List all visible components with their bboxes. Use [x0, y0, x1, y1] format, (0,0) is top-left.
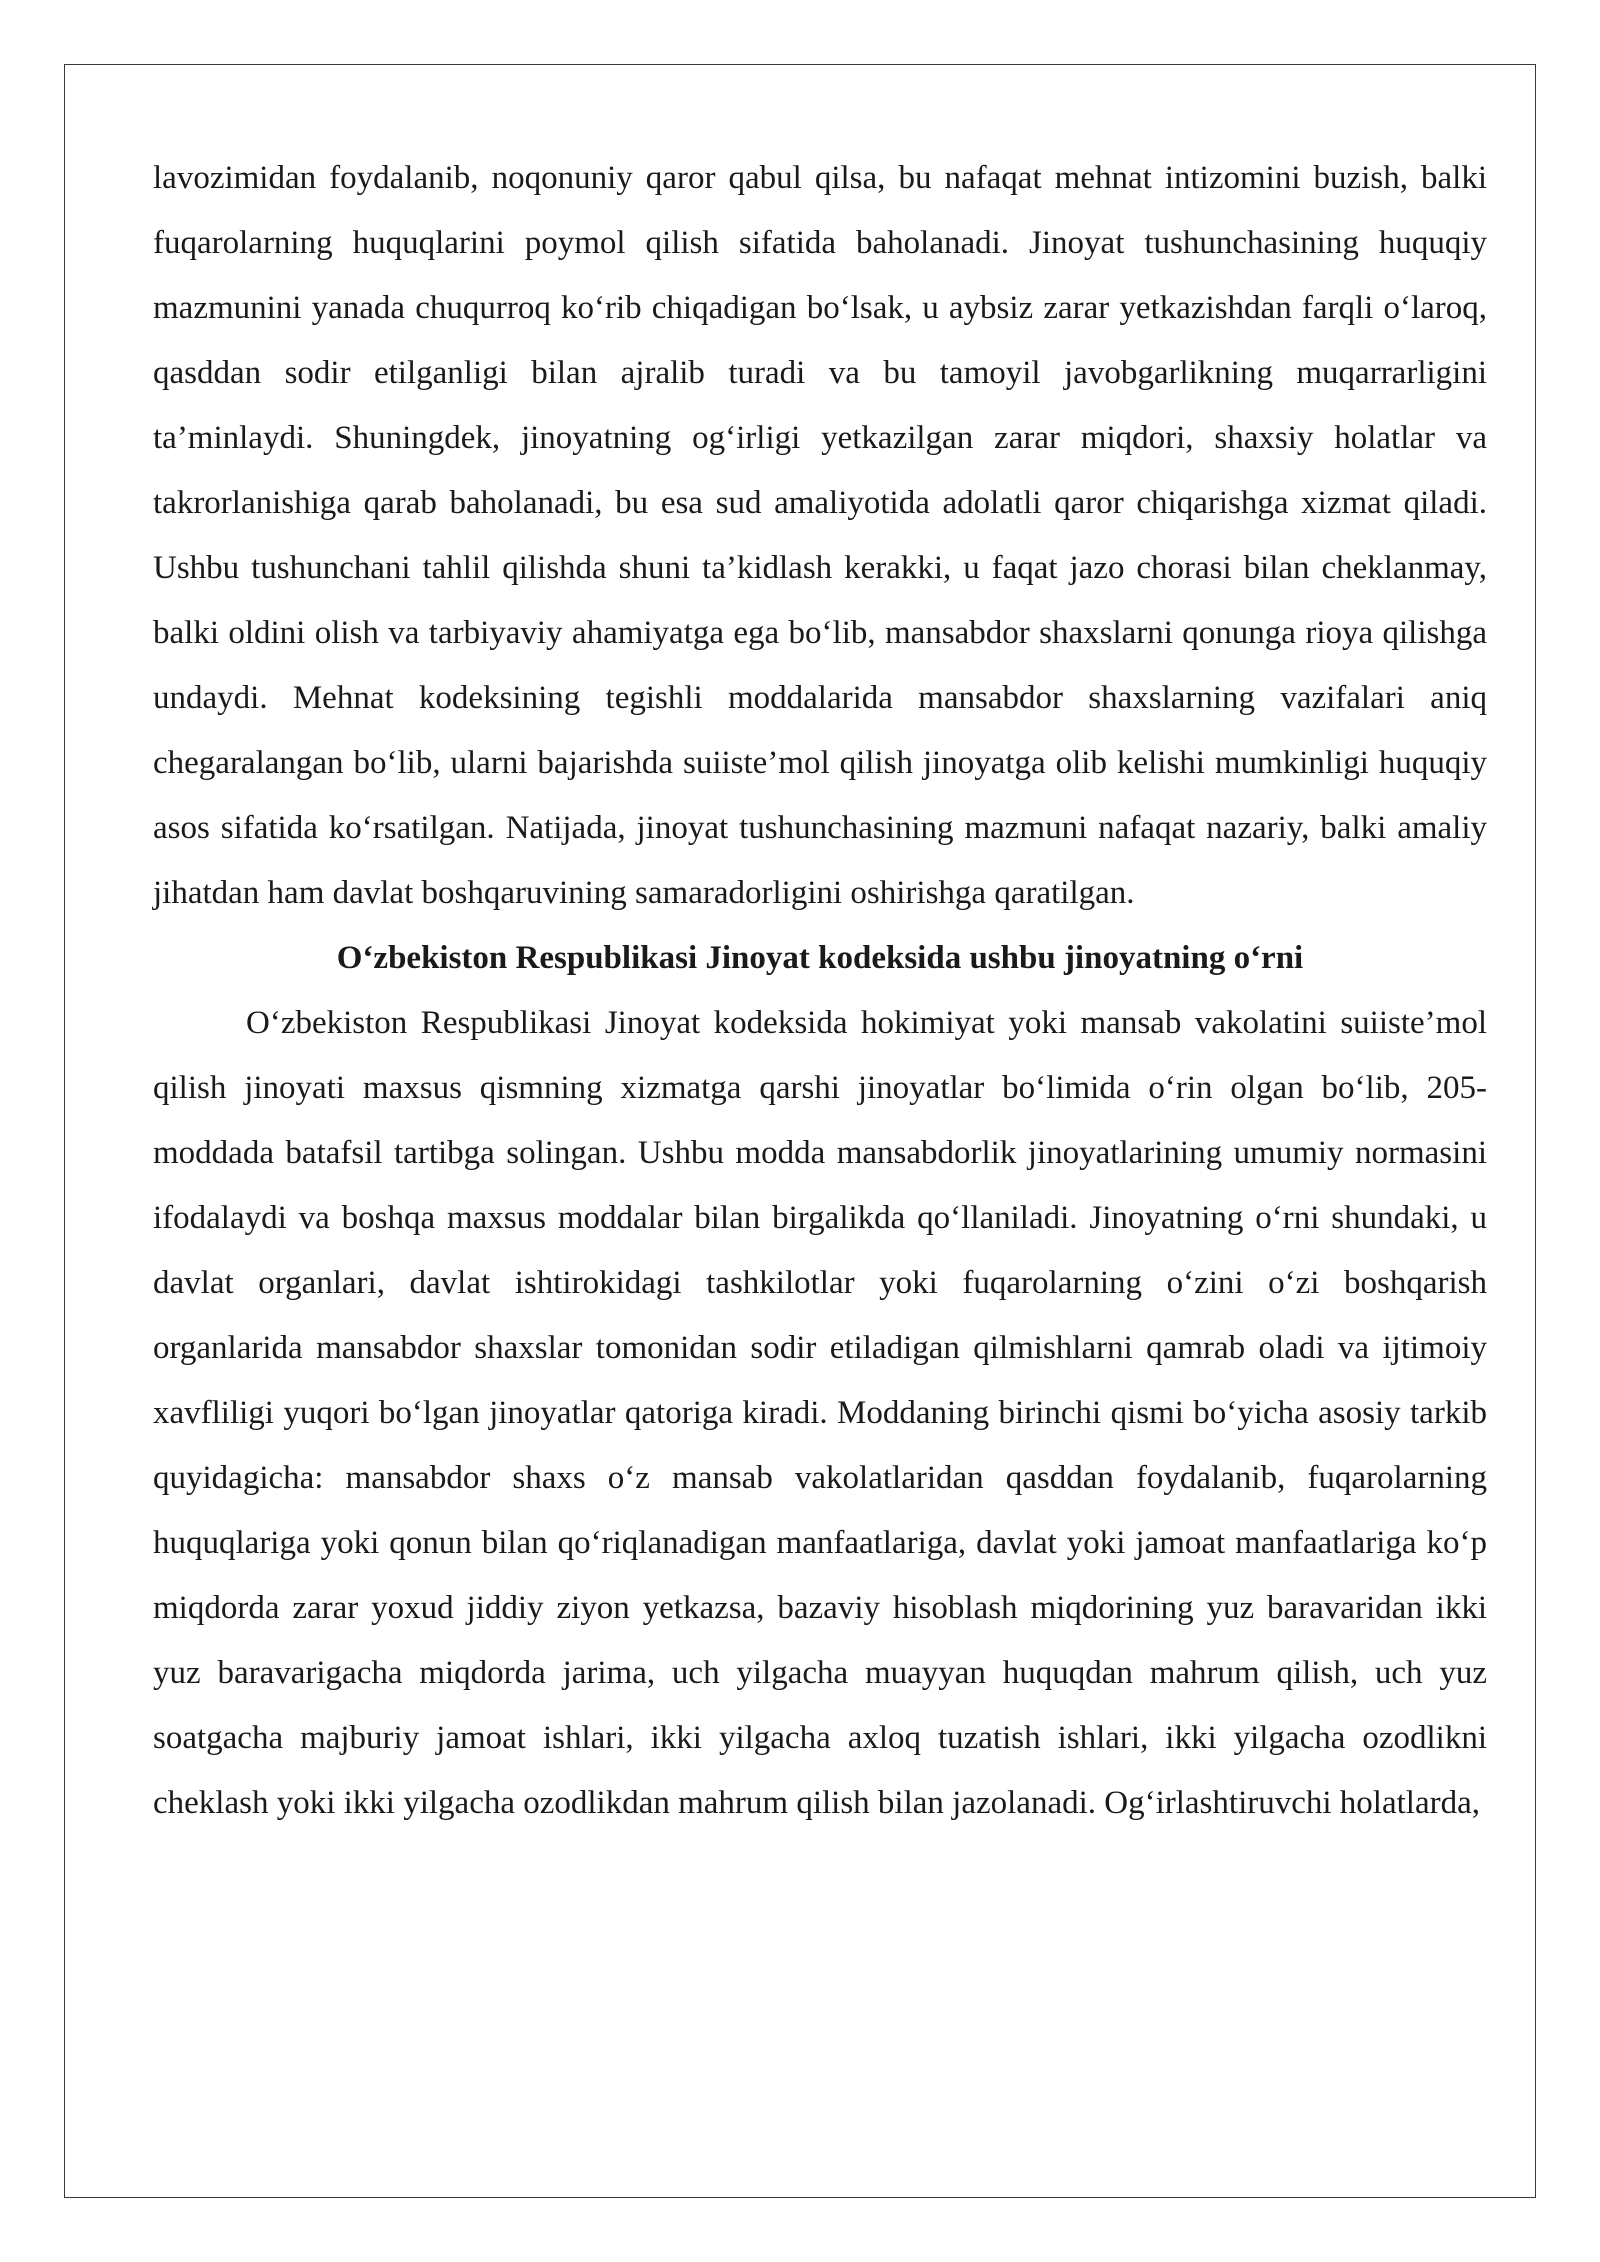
section-heading: O‘zbekiston Respublikasi Jinoyat kodeksida ushbu jinoyatning o‘rni	[336, 940, 1304, 976]
body-paragraph-1: lavozimidan foydalanib, noqonuniy qaror qabul qilsa, bu nafaqat mehnat intizomini buzish, balki fuqarolarning huquqlarini poymol qilish sifatida baholanadi. Jinoyat tushunchasining huquqiy mazmunini yanada chuqurroq ko‘rib chiqadigan bo‘lsak, u aybsiz zarar yetkazishdan farqli o‘laroq, qasddan sodir etilganligi bilan ajralib turadi va bu tamoyil javobgarlikning muqarrarligini ta’minlaydi. Shuningdek, jinoyatning og‘irligi yetkazilgan zarar miqdori, shaxsiy holatlar va takrorlanishiga qarab baholanadi, bu esa sud amaliyotida adolatli qaror chiqarishga xizmat qiladi. Ushbu tushunchani tahlil qilishda shuni ta’kidlash kerakki, u faqat jazo chorasi bilan cheklanmay, balki oldini olish va tarbiyaviy ahamiyatga ega bo‘lib, mansabdor shaxslarni qonunga rioya qilishga undaydi. Mehnat kodeksining tegishli moddalarida mansabdor shaxslarning vazifalari aniq chegaralangan bo‘lib, ularni bajarishda suiiste’mol qilish jinoyatga olib kelishi mumkinligi huquqiy asos sifatida ko‘rsatilgan. Natijada, jinoyat tushunchasining mazmuni nafaqat nazariy, balki amaliy jihatdan ham davlat boshqaruvining samaradorligini oshirishga qaratilgan.	[153, 160, 1487, 911]
body-paragraph-2: O‘zbekiston Respublikasi Jinoyat kodeksida hokimiyat yoki mansab vakolatini suiiste’mol qilish jinoyati maxsus qismning xizmatga qarshi jinoyatlar bo‘limida o‘rin olgan bo‘lib, 205-moddada batafsil tartibga solingan. Ushbu modda mansabdorlik jinoyatlarining umumiy normasini ifodalaydi va boshqa maxsus moddalar bilan birgalikda qo‘llaniladi. Jinoyatning o‘rni shundaki, u davlat organlari, davlat ishtirokidagi tashkilotlar yoki fuqarolarning o‘zini o‘zi boshqarish organlarida mansabdor shaxslar tomonidan sodir etiladigan qilmishlarni qamrab oladi va ijtimoiy xavfliligi yuqori bo‘lgan jinoyatlar qatoriga kiradi. Moddaning birinchi qismi bo‘yicha asosiy tarkib quyidagicha: mansabdor shaxs o‘z mansab vakolatlaridan qasddan foydalanib, fuqarolarning huquqlariga yoki qonun bilan qo‘riqlanadigan manfaatlariga, davlat yoki jamoat manfaatlariga ko‘p miqdorda zarar yoxud jiddiy ziyon yetkazsa, bazaviy hisoblash miqdorining yuz baravaridan ikki yuz baravarigacha miqdorda jarima, uch yilgacha muayyan huquqdan mahrum qilish, uch yuz soatgacha majburiy jamoat ishlari, ikki yilgacha axloq tuzatish ishlari, ikki yilgacha ozodlikni cheklash yoki ikki yilgacha ozodlikdan mahrum qilish bilan jazolanadi. Og‘irlashtiruvchi holatlarda,	[153, 1005, 1487, 1821]
page-content	[153, 146, 1487, 1836]
